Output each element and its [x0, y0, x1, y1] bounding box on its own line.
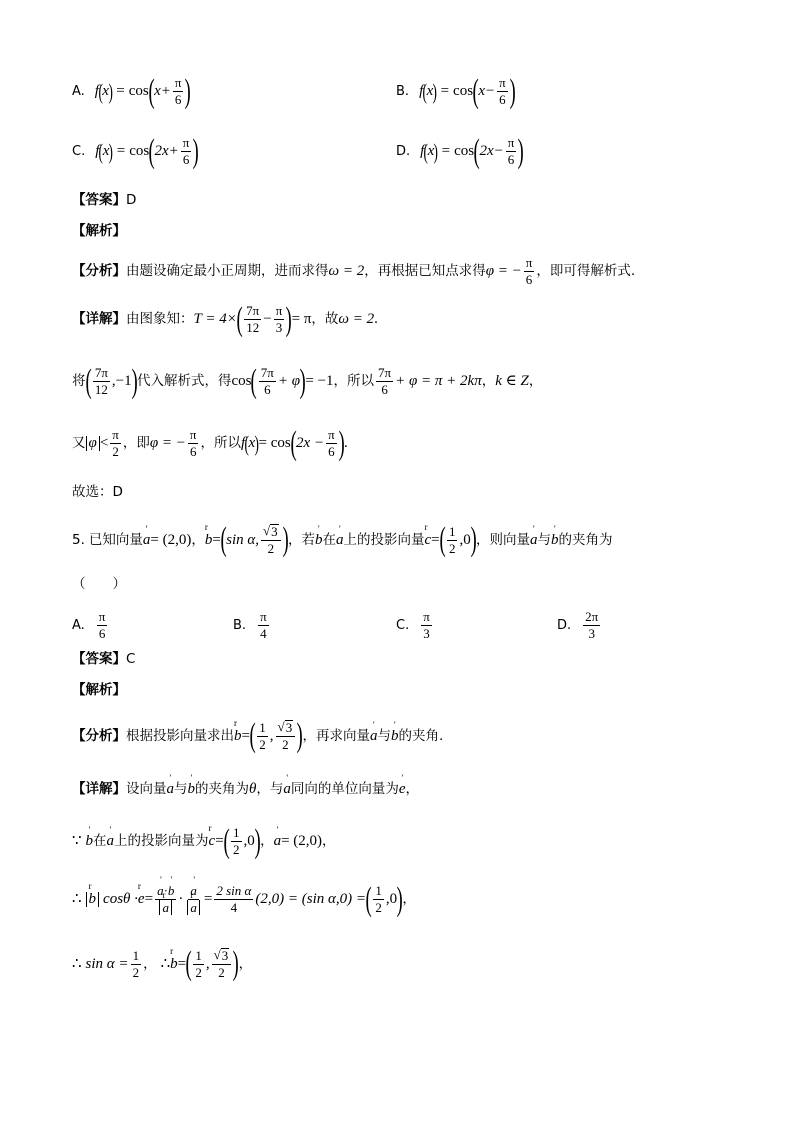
q4-analysis-heading: 【解析】	[72, 223, 126, 239]
q5-option-b: B. $\frac{\pi}{4}$	[233, 609, 267, 642]
q5-fenxi: 【分析】 根据投影向量求出 r b = ( $\frac{1}{2}$ , √ 3 2 ) ，再求向量 ' a 与 ' b 的夹角.	[72, 720, 443, 753]
q4-fenxi: 【分析】 由题设确定最小正周期，进而求得 ω = 2 ，再根据已知点求得 φ = − $\frac{\pi}{6}$ ，即可得解析式.	[72, 255, 636, 288]
q5-analysis-heading: 【解析】	[72, 682, 126, 698]
q4-you: 又 φ < $\frac{\pi}{2}$ ，即 φ = − $\frac{\pi}{6}$ ，所以 f ( x ) = cos ( 2x − $\frac{\pi}{6}$ ) .	[72, 424, 348, 462]
q5-because: ∵ ' b 在 ' a 上的投影向量为 r c = ( $\frac{1}{2}$ ,0 ) ， ' a = (2,0) ，	[72, 826, 336, 858]
q5-option-d: D. $\frac{2\pi}{3}$	[557, 609, 599, 642]
choice-c: C. f ( x ) = cos ( 2x+ $\frac{\pi}{6}$ )	[72, 132, 200, 170]
q4-answer: 【答案】 D	[72, 192, 137, 208]
choice-d: D. f ( x ) = cos ( 2x− $\frac{\pi}{6}$ )	[396, 132, 525, 170]
q5-therefore-1: ∴ r b cosθ · r e = ' a·' b r a · ' a r a = $\frac{\text{2 sin α}}{4}$ (2,0) = (sin α,0) = ( $\frac{1}{2}$ ,0 ) ，	[72, 884, 416, 916]
choice-b: B. f ( x ) = cos ( x− $\frac{\pi}{6}$ )	[396, 72, 516, 110]
q5-option-a: A. $\frac{\pi}{6}$	[72, 609, 106, 642]
q5-answer: 【答案】 C	[72, 651, 136, 667]
q5-option-c: C. $\frac{\pi}{3}$	[396, 609, 430, 642]
q5-paren: （ ）	[72, 576, 126, 592]
q5-xiangjie: 【详解】 设向量 ' a 与 ' b 的夹角为 θ ，与 ' a 同向的单位向量为 ' e ，	[72, 782, 419, 797]
q4-xiangjie: 【详解】 由图象知： T = 4× ( $\frac{7\pi}{12}$ − $\frac{\pi}{3}$ ) = π ，故 ω = 2 .	[72, 300, 378, 338]
q5-stem: 5. 已知向量 ' a = (2,0) ， r b = ( sin α, √ 3 2 ) ，若 ' b 在 ' a 上的投影向量 r c = ( $\frac{1}{2}$ ,0 ) ，则向量 ' a 与 ' b 的夹角为	[72, 524, 613, 557]
q4-substitution: 将 ( $\frac{7\pi}{12}$ ,−1 ) 代入解析式，得 cos ( $\frac{7\pi}{6}$ + φ ) = −1 ，所以 $\frac{7\pi}{6}$ + φ = π + 2kπ ， k ∈ Z ，	[72, 362, 543, 400]
q5-therefore-2: ∴ sin α = $\frac{1}{2}$ ， ∴ r b = ( $\frac{1}{2}$ , √ 3 2 ) ，	[72, 948, 252, 981]
choice-a: A. f ( x ) = cos ( x+ $\frac{\pi}{6}$ )	[72, 72, 192, 110]
q4-guxuan: 故选：D	[72, 484, 123, 500]
